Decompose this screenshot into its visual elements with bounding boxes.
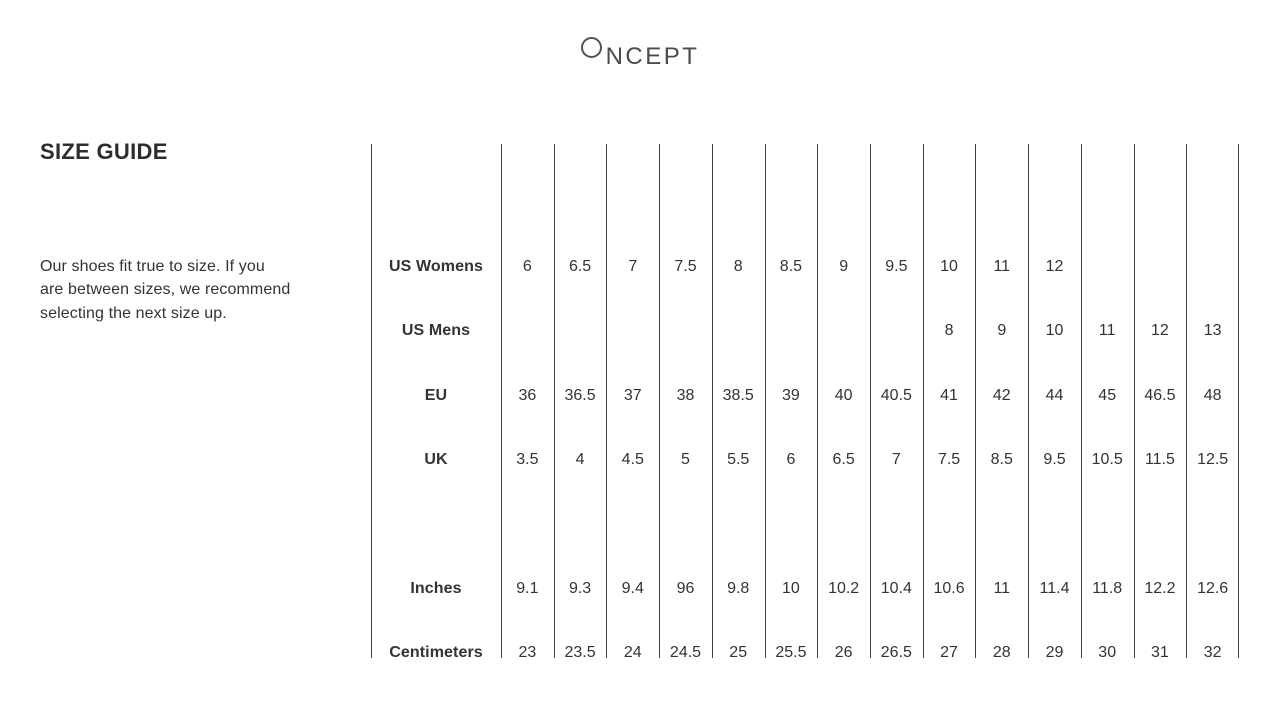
size-value: 12 — [1045, 258, 1064, 275]
size-row-uk — [371, 428, 1239, 492]
size-value: 7.5 — [674, 258, 697, 275]
size-value: 8 — [944, 322, 954, 339]
size-value: 7.5 — [937, 451, 961, 468]
size-value: 10.4 — [880, 580, 912, 597]
size-value: 12.2 — [1144, 580, 1176, 597]
size-value: 10 — [782, 580, 800, 597]
size-value: 5.5 — [727, 451, 750, 468]
size-row-us-mens — [371, 299, 1239, 363]
size-value: 36.5 — [564, 387, 596, 404]
row-label: US Mens — [401, 322, 471, 339]
size-value: 48 — [1203, 387, 1222, 404]
size-value: 28 — [992, 644, 1011, 661]
size-value: 25 — [729, 644, 748, 661]
row-label: Centimeters — [389, 644, 483, 661]
size-value: 6 — [786, 451, 796, 468]
size-value: 6.5 — [568, 258, 592, 275]
size-value: 8.5 — [779, 258, 803, 275]
row-label: US Womens — [389, 258, 483, 275]
size-value: 9.1 — [516, 580, 539, 597]
brand-logo — [0, 36, 1280, 69]
size-value: 44 — [1045, 387, 1064, 404]
size-value: 11.5 — [1144, 451, 1175, 468]
size-value: 11 — [1098, 322, 1116, 339]
size-value: 27 — [940, 644, 958, 661]
size-value: 25.5 — [775, 644, 807, 661]
intro-text — [40, 255, 290, 325]
size-value: 7 — [891, 451, 901, 468]
size-value: 10 — [1045, 322, 1064, 339]
logo-text: NCEPT — [605, 43, 700, 70]
size-value: 10.5 — [1091, 451, 1123, 468]
intro-line: selecting the next size up. — [40, 304, 227, 322]
size-value: 9.4 — [621, 580, 644, 597]
size-value: 38.5 — [722, 387, 754, 404]
size-value: 7 — [628, 258, 638, 275]
size-value: 8.5 — [990, 451, 1013, 468]
size-value: 37 — [623, 387, 642, 404]
size-value: 10.2 — [828, 580, 860, 597]
size-row-centimeters — [371, 621, 1239, 685]
size-value: 36 — [518, 387, 537, 404]
size-value: 11.8 — [1092, 580, 1123, 597]
size-value: 3.5 — [516, 451, 539, 468]
size-value: 23 — [518, 644, 537, 661]
size-value: 45 — [1098, 387, 1117, 404]
size-value: 96 — [676, 580, 695, 597]
size-value: 46.5 — [1144, 387, 1176, 404]
size-value: 9.5 — [1043, 451, 1066, 468]
size-value: 13 — [1203, 322, 1222, 339]
size-value: 9.3 — [568, 580, 592, 597]
size-value: 12 — [1151, 322, 1169, 339]
size-value: 11 — [993, 580, 1011, 597]
size-value: 4 — [575, 451, 585, 468]
page-title: SIZE GUIDE — [40, 139, 168, 164]
size-value: 24 — [623, 644, 642, 661]
size-value: 12.5 — [1197, 451, 1229, 468]
size-value: 40.5 — [880, 387, 912, 404]
size-value: 9 — [839, 258, 849, 275]
size-chart-table — [371, 144, 1239, 661]
logo-o-icon — [581, 37, 602, 58]
row-label: Inches — [410, 580, 462, 597]
intro-line: are between sizes, we recommend — [40, 281, 291, 299]
size-value: 6 — [522, 258, 532, 275]
size-value: 24.5 — [669, 644, 702, 661]
size-value: 41 — [940, 387, 958, 404]
size-value: 9 — [997, 322, 1007, 339]
size-value: 42 — [992, 387, 1011, 404]
size-value: 12.6 — [1197, 580, 1229, 597]
size-value: 8 — [733, 258, 743, 275]
size-row-us-womens — [371, 235, 1239, 299]
size-value: 30 — [1098, 644, 1117, 661]
size-value: 38 — [676, 387, 695, 404]
size-value: 10 — [940, 258, 958, 275]
size-value: 39 — [782, 387, 800, 404]
size-value: 26 — [834, 644, 853, 661]
size-value: 23.5 — [564, 644, 596, 661]
size-value: 6.5 — [832, 451, 855, 468]
size-value: 40 — [834, 387, 853, 404]
intro-line: Our shoes fit true to size. If you — [40, 258, 265, 275]
size-value: 9.8 — [727, 580, 750, 597]
size-value: 26.5 — [880, 644, 912, 661]
size-value: 31 — [1151, 644, 1169, 661]
size-value: 29 — [1045, 644, 1064, 661]
row-label: UK — [424, 451, 448, 468]
size-value: 4.5 — [621, 451, 644, 468]
size-value: 11 — [993, 258, 1011, 275]
size-value: 11.4 — [1039, 580, 1070, 597]
size-value: 32 — [1203, 644, 1222, 661]
size-value: 10.6 — [933, 580, 965, 597]
size-row-inches — [371, 557, 1239, 621]
size-value: 9.5 — [885, 258, 908, 275]
row-label: EU — [424, 387, 448, 404]
size-value: 5 — [681, 451, 690, 468]
size-row-eu — [371, 364, 1239, 428]
